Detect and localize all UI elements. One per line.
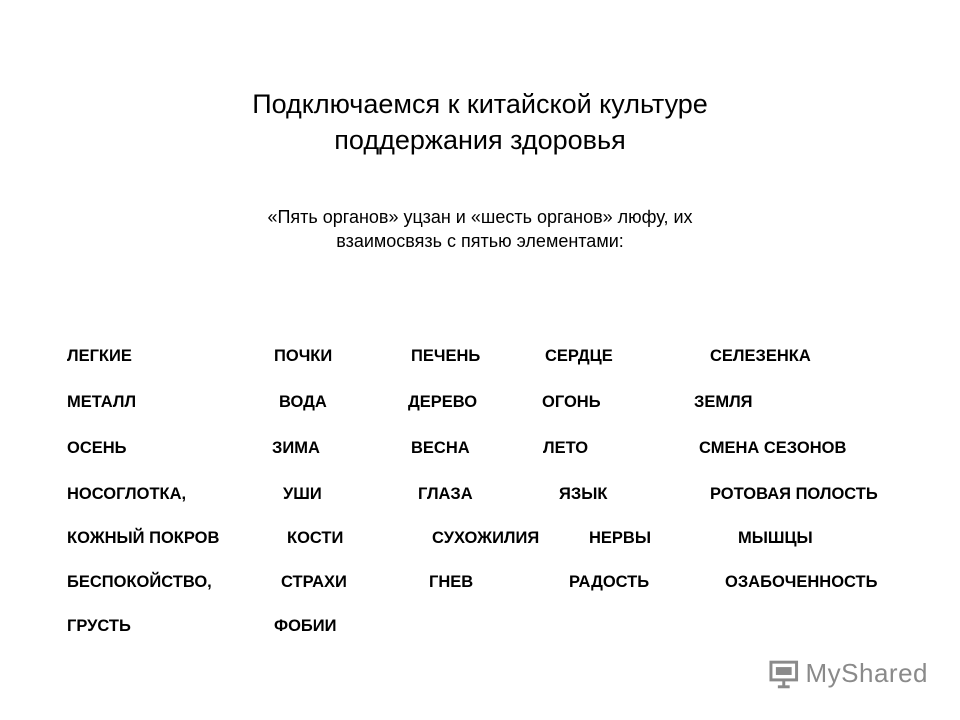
grid-cell: ОГОНЬ	[542, 393, 601, 411]
watermark-text: MyShared	[805, 657, 928, 688]
grid-cell: ЗЕМЛЯ	[694, 393, 753, 411]
subtitle-line-2: взаимосвязь с пятью элементами:	[336, 231, 624, 251]
subtitle-line-1: «Пять органов» уцзан и «шесть органов» люфу, их	[267, 207, 693, 227]
grid-cell: РАДОСТЬ	[569, 573, 650, 591]
grid-cell: ВОДА	[279, 393, 327, 411]
grid-cell: КОЖНЫЙ ПОКРОВ	[67, 529, 220, 547]
grid-cell: ЯЗЫК	[559, 485, 608, 503]
title-line-1: Подключаемся к китайской культуре	[252, 89, 708, 119]
grid-cell: ОСЕНЬ	[67, 439, 127, 457]
grid-cell: БЕСПОКОЙСТВО,	[67, 573, 212, 591]
grid-cell: ГЛАЗА	[418, 485, 473, 503]
grid-cell: СЕРДЦЕ	[545, 347, 613, 365]
grid-cell: МЕТАЛЛ	[67, 393, 137, 411]
grid-cell: РОТОВАЯ ПОЛОСТЬ	[710, 485, 878, 503]
grid-cell: ДЕРЕВО	[408, 393, 478, 411]
grid-cell: НОСОГЛОТКА,	[67, 485, 187, 503]
grid-cell: СУХОЖИЛИЯ	[432, 529, 540, 547]
grid-cell: УШИ	[283, 485, 322, 503]
presentation-board-icon	[768, 656, 802, 690]
grid-cell: ПОЧКИ	[274, 347, 333, 365]
grid-cell: ГНЕВ	[429, 573, 474, 591]
grid-cell: ПЕЧЕНЬ	[411, 347, 481, 365]
grid-cell: ГРУСТЬ	[67, 617, 131, 635]
grid-cell: СМЕНА СЕЗОНОВ	[699, 439, 847, 457]
grid-cell: КОСТИ	[287, 529, 344, 547]
grid-cell: ЛЕТО	[543, 439, 589, 457]
grid-cell: МЫШЦЫ	[738, 529, 813, 547]
grid-cell: СЕЛЕЗЕНКА	[710, 347, 811, 365]
title-line-2: поддержания здоровья	[334, 125, 626, 155]
grid-cell: ЛЕГКИЕ	[67, 347, 132, 365]
grid-cell: ЗИМА	[272, 439, 320, 457]
grid-cell: СТРАХИ	[281, 573, 347, 591]
grid-cell: ФОБИИ	[274, 617, 337, 635]
grid-cell: ВЕСНА	[411, 439, 470, 457]
grid-cell: НЕРВЫ	[589, 529, 651, 547]
grid-cell: ОЗАБОЧЕННОСТЬ	[725, 573, 878, 591]
watermark-logo	[768, 656, 928, 690]
